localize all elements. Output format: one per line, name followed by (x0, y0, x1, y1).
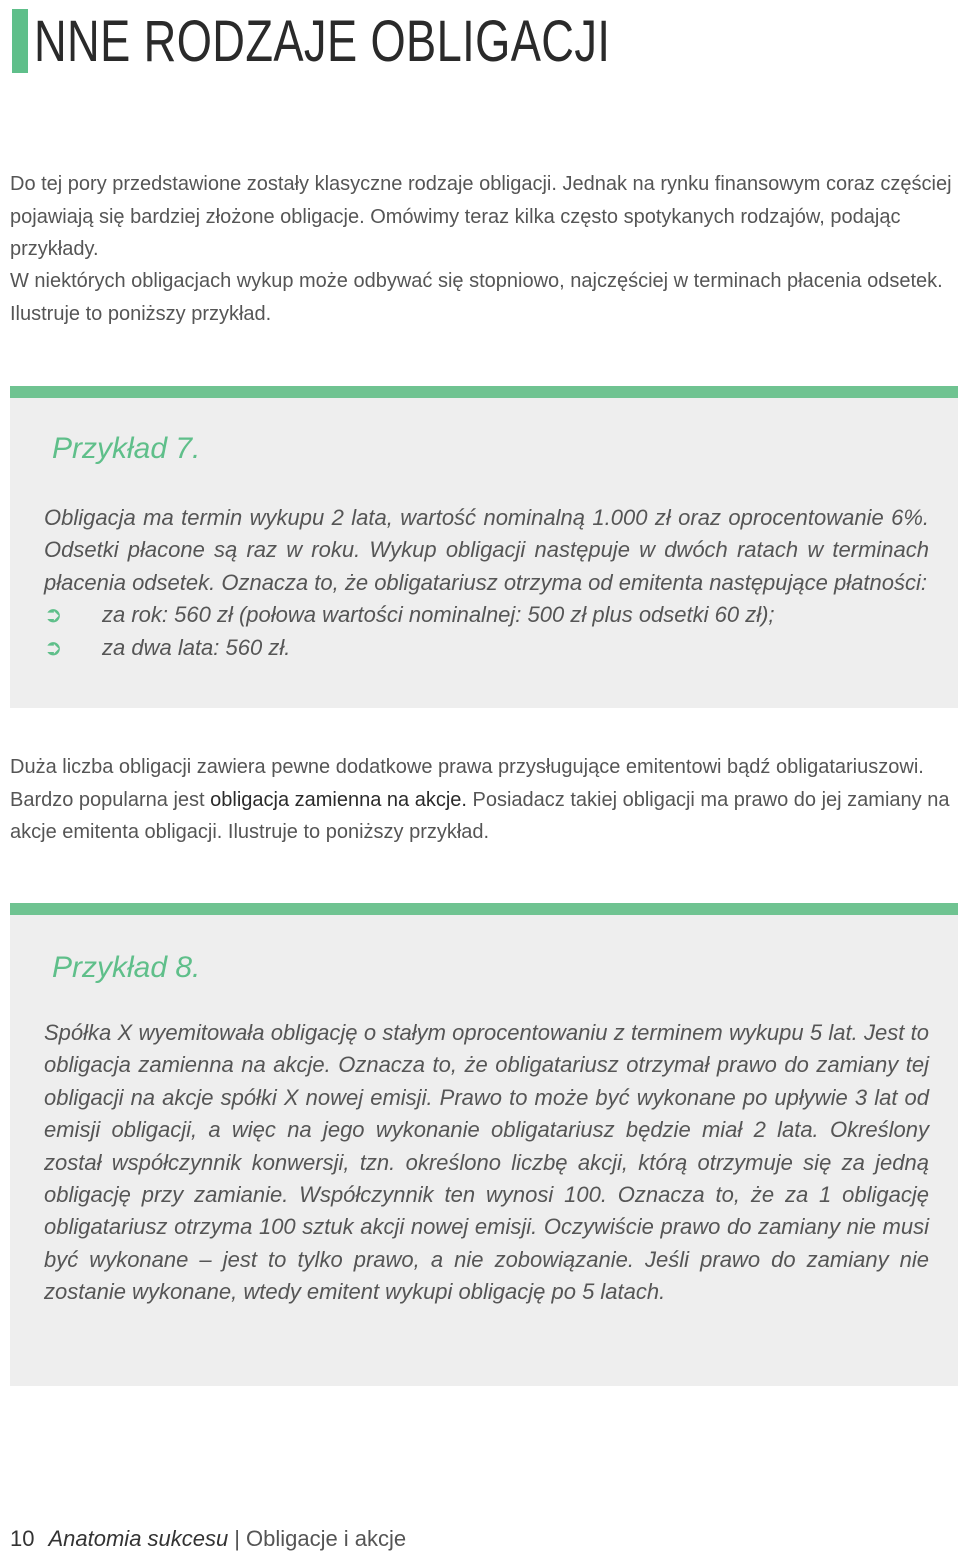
page-title-block (12, 6, 773, 76)
section-name: Obligacje i akcje (245, 1526, 407, 1551)
example-7-bullet-1 (44, 599, 929, 631)
page-number: 10 (10, 1526, 35, 1551)
arrow-bullet-icon: ➲ (44, 634, 63, 660)
example-7-heading: Przykład 7. (52, 432, 201, 465)
example-8-box (10, 903, 958, 1386)
example-7-text (44, 502, 929, 664)
page-footer (10, 1526, 406, 1552)
page-title: NNE RODZAJE OBLIGACJI (34, 8, 611, 74)
example-7-bullet-2 (44, 632, 929, 664)
title-accent-bar (12, 9, 28, 73)
middle-highlight: obligacja zamienna na akcje. (210, 788, 467, 811)
intro-paragraph-2: W niektórych obligacjach wykup może odbywać się stopniowo, najczęściej w terminach płacenia odsetek. Ilustruje to poniższy przykład. (10, 270, 943, 325)
example-7-bullet-2-text: za dwa lata: 560 zł. (102, 634, 291, 660)
publication-name: Anatomia sukcesu (48, 1526, 229, 1551)
example-8-heading: Przykład 8. (52, 951, 201, 984)
middle-text-after: Posiadacz takiej obligacji ma prawo do jej zamiany na akcje emitenta obligacji. Ilustruje to poniższy przykład. (10, 788, 950, 843)
example-7-bullet-1-text: za rok: 560 zł (połowa wartości nominalnej: 500 zł plus odsetki 60 zł); (102, 602, 775, 628)
middle-paragraph (10, 751, 960, 849)
arrow-bullet-icon: ➲ (44, 602, 63, 628)
footer-separator: | (234, 1526, 240, 1551)
intro-paragraph-1: Do tej pory przedstawione zostały klasyczne rodzaje obligacji. Jednak na rynku finansowym coraz częściej pojawiają się bardziej złożone obligacje. Omówimy teraz kilka często spotykanych rodzajów, podając przykłady. (10, 173, 952, 260)
middle-text-before: Duża liczba obligacji zawiera pewne dodatkowe prawa przysługujące emitentowi bądź obligatariuszowi. Bardzo popularna jest (10, 756, 924, 811)
example-7-box (10, 386, 958, 708)
example-7-body: Obligacja ma termin wykupu 2 lata, wartość nominalną 1.000 zł oraz oprocentowanie 6%. Odsetki płacone są raz w roku. Wykup obligacji następuje w dwóch ratach w terminach płacenia odsetek. Oznacza to, że obligatariusz otrzyma od emitenta następujące płatności: (44, 505, 929, 595)
example-8-text: Spółka X wyemitowała obligację o stałym oprocentowaniu z terminem wykupu 5 lat. Jest to obligacja zamienna na akcje. Oznacza to, że obligatariusz otrzymał prawo do zamiany tej obligacji na akcje spółki X nowej emisji. Prawo to może być wykonane po upływie 3 lat od emisji obligacji, a więc na jego wykonanie obligatariusz będzie miał 2 lata. Określony został współczynnik konwersji, tzn. określono liczbę akcji, którą otrzymuje się za jedną obligację przy zamianie. Współczynnik ten wynosi 100. Oznacza to, że za 1 obligację obligatariusz otrzyma 100 sztuk akcji nowej emisji. Oczywiście prawo do zamiany nie musi być wykonane – jest to tylko prawo, a nie zobowiązanie. Jeśli prawo do zamiany nie zostanie wykonane, wtedy emitent wykupi obligację po 5 latach. (44, 1020, 929, 1305)
